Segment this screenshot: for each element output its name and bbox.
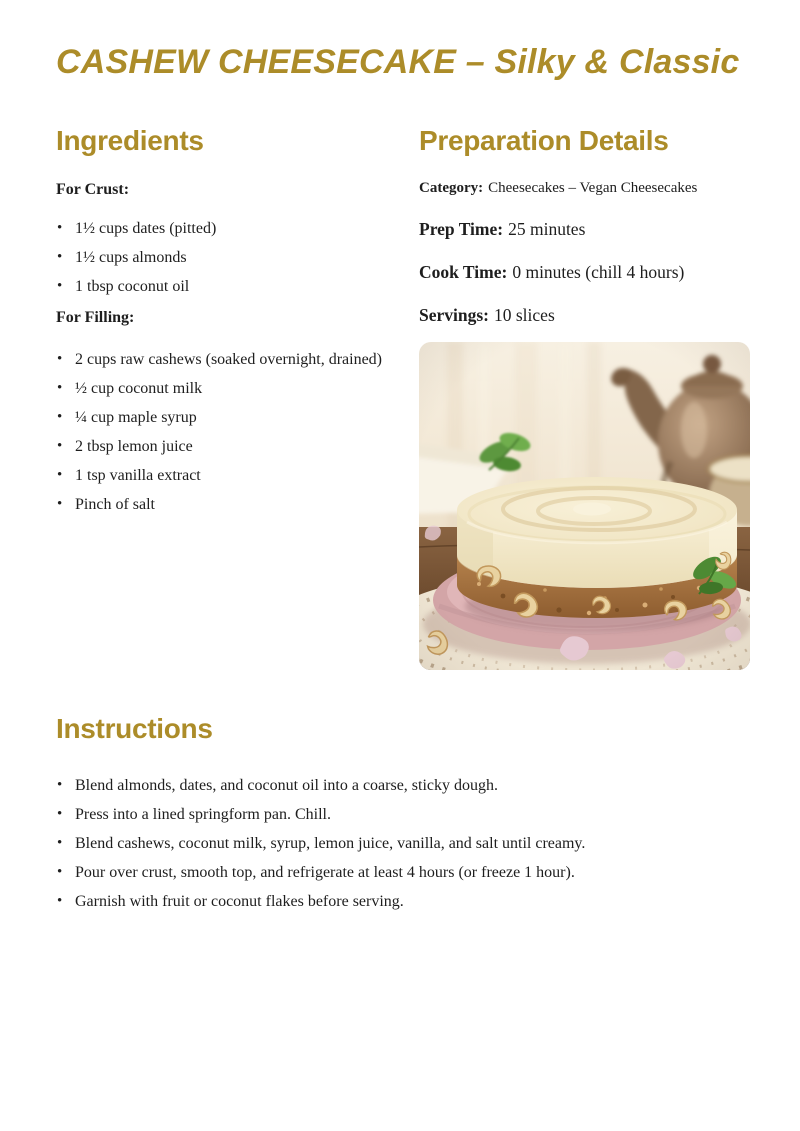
field-label: Servings: <box>419 305 489 325</box>
list-item: • 1½ cups almonds <box>56 243 419 272</box>
instructions-section <box>56 712 748 916</box>
list-item: • Press into a lined springform pan. Chill. <box>56 800 748 829</box>
list-item: • Garnish with fruit or coconut flakes before serving. <box>56 887 748 916</box>
servings-field <box>419 304 748 326</box>
filling-label: For Filling: <box>56 309 135 326</box>
ingredients-heading: Ingredients <box>56 125 204 156</box>
category-field <box>419 179 748 198</box>
cook-time-field <box>419 261 748 283</box>
instructions-heading: Instructions <box>56 713 213 744</box>
page-title: CASHEW CHEESECAKE – Silky & Classic <box>56 43 740 81</box>
recipe-photo <box>419 342 750 670</box>
list-item: • 2 cups raw cashews (soaked overnight, drained) <box>56 345 419 374</box>
ingredients-column <box>56 124 419 670</box>
list-item: • 2 tbsp lemon juice <box>56 432 419 461</box>
field-label: Category: <box>419 180 484 196</box>
list-item: • Pour over crust, smooth top, and refrigerate at least 4 hours (or freeze 1 hour). <box>56 858 748 887</box>
list-item: • 1 tbsp coconut oil <box>56 272 419 301</box>
list-item: • Blend almonds, dates, and coconut oil into a coarse, sticky dough. <box>56 771 748 800</box>
two-column-layout <box>56 124 748 670</box>
preparation-heading: Preparation Details <box>419 125 669 156</box>
prep-time-field <box>419 218 748 240</box>
list-item: • Blend cashews, coconut milk, syrup, lemon juice, vanilla, and salt until creamy. <box>56 829 748 858</box>
cheesecake-illustration <box>419 342 750 670</box>
list-item: • Pinch of salt <box>56 490 419 519</box>
filling-list <box>56 345 419 519</box>
list-item: • 1 tsp vanilla extract <box>56 461 419 490</box>
field-label: Cook Time: <box>419 262 508 282</box>
field-value: Cheesecakes – Vegan Cheesecakes <box>488 180 698 196</box>
field-value: 10 slices <box>494 305 555 325</box>
crust-list <box>56 214 419 301</box>
instructions-list <box>56 771 748 916</box>
preparation-column <box>419 124 748 670</box>
list-item: • 1½ cups dates (pitted) <box>56 214 419 243</box>
list-item: • ½ cup coconut milk <box>56 374 419 403</box>
field-value: 0 minutes (chill 4 hours) <box>512 262 685 282</box>
field-label: Prep Time: <box>419 219 504 239</box>
crust-label: For Crust: <box>56 181 130 198</box>
field-value: 25 minutes <box>508 219 586 239</box>
list-item: • ¼ cup maple syrup <box>56 403 419 432</box>
vignette-overlay <box>419 342 750 670</box>
